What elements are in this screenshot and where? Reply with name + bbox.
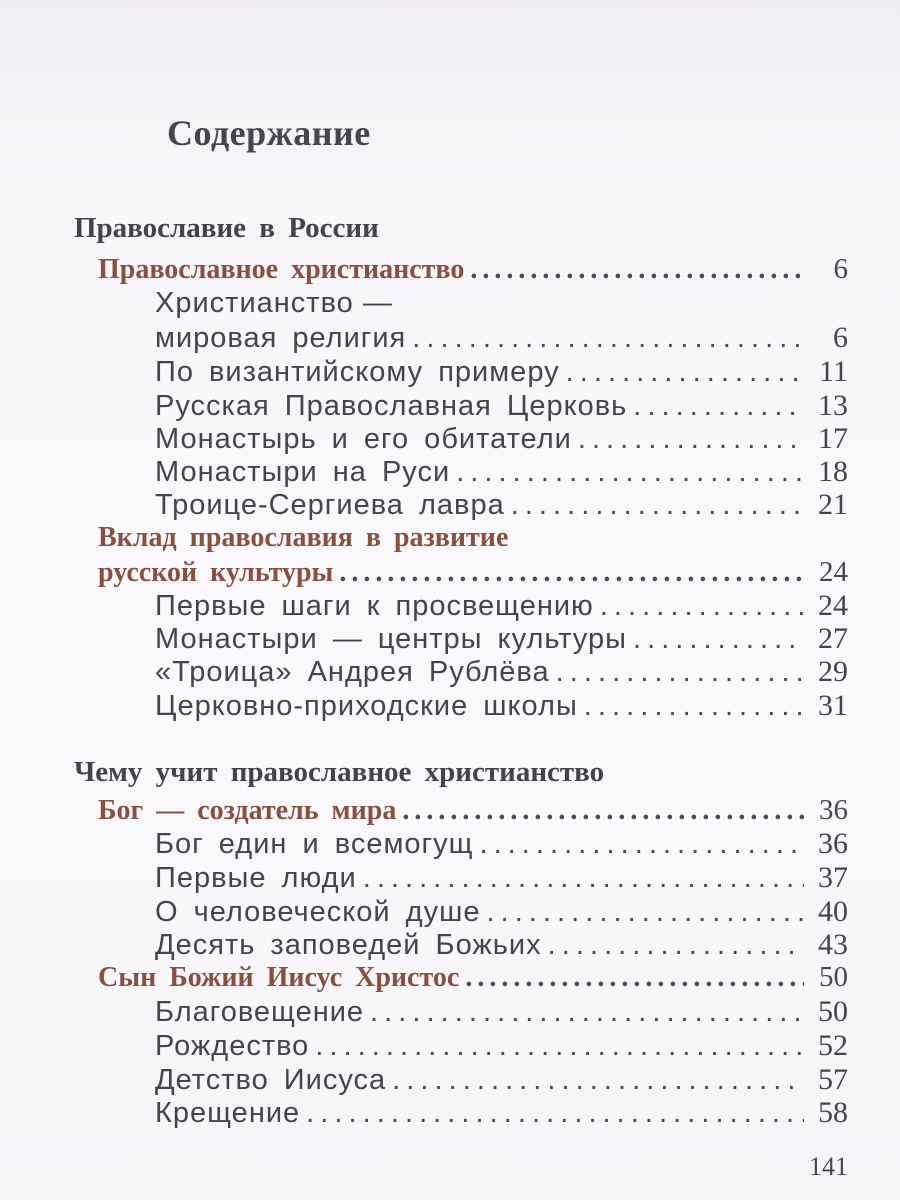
section-title: русской культуры	[98, 557, 334, 588]
toc-section-entry[interactable]	[98, 961, 848, 994]
dot-leader	[584, 690, 804, 723]
lesson-title: Первые шаги к просвещению	[155, 590, 594, 622]
toc-lesson-entry[interactable]	[155, 655, 848, 689]
dot-leader	[633, 623, 804, 656]
dot-leader	[556, 656, 804, 689]
toc-lesson-entry[interactable]	[155, 827, 848, 861]
toc-lesson-entry[interactable]	[155, 589, 848, 623]
toc-lesson-entry[interactable]	[155, 389, 848, 423]
dot-leader	[633, 390, 804, 423]
toc-section-entry[interactable]	[98, 556, 848, 589]
lesson-title: «Троица» Андрея Рублёва	[155, 656, 550, 688]
toc-lesson-entry[interactable]	[155, 1063, 848, 1097]
page-number: 11	[819, 355, 848, 388]
dot-leader	[339, 557, 804, 589]
dot-leader	[306, 1097, 804, 1130]
toc-lesson-entry[interactable]	[155, 488, 848, 522]
toc-lesson-entry[interactable]	[155, 995, 848, 1029]
page-number: 43	[818, 928, 848, 961]
page-number: 24	[818, 589, 848, 622]
toc-lesson-entry[interactable]	[155, 861, 848, 895]
toc-lesson-entry[interactable]	[155, 622, 848, 656]
page-number: 40	[818, 895, 848, 928]
lesson-title-line[interactable]: Христианство —	[155, 287, 393, 319]
section-title: Сын Божий Иисус Христос	[98, 962, 460, 993]
lesson-title: По византийскому примеру	[155, 356, 560, 388]
dot-leader	[548, 929, 804, 962]
toc-lesson-entry[interactable]	[155, 1029, 848, 1063]
toc-section-entry[interactable]	[98, 253, 848, 286]
dot-leader	[456, 456, 804, 489]
lesson-title: Детство Иисуса	[155, 1064, 387, 1096]
page-number: 58	[818, 1096, 848, 1129]
dot-leader	[402, 795, 804, 827]
page-number: 37	[818, 861, 848, 894]
toc-lesson-entry[interactable]	[155, 895, 848, 929]
part-heading: Православие в России	[74, 212, 379, 244]
lesson-title: мировая религия	[155, 322, 407, 354]
page-number: 57	[818, 1063, 848, 1096]
toc-lesson-entry[interactable]	[155, 355, 848, 389]
page-number: 29	[818, 655, 848, 688]
dot-leader	[315, 1030, 804, 1063]
toc-lesson-entry[interactable]	[155, 321, 848, 355]
dot-leader	[578, 423, 804, 456]
page-number: 36	[819, 794, 848, 826]
page-number: 6	[833, 253, 848, 285]
lesson-title: Троице-Сергиева лавра	[155, 489, 505, 521]
part-heading: Чему учит православное христианство	[74, 756, 605, 788]
toc-lesson-entry[interactable]	[155, 422, 848, 456]
lesson-title: Русская Православная Церковь	[155, 390, 628, 422]
dot-leader	[370, 996, 804, 1029]
page-number: 50	[818, 995, 848, 1028]
section-title: Бог — создатель мира	[98, 795, 397, 826]
lesson-title: Монастыри — центры культуры	[155, 623, 627, 655]
dot-leader	[600, 590, 804, 623]
page-number: 52	[818, 1029, 848, 1062]
page-number: 36	[818, 827, 848, 860]
page-number: 21	[818, 488, 848, 521]
page-number: 50	[819, 961, 848, 993]
lesson-title: Церковно-приходские школы	[155, 690, 578, 722]
toc-lesson-entry[interactable]	[155, 455, 848, 489]
lesson-title: Крещение	[155, 1097, 301, 1129]
dot-leader	[566, 356, 804, 389]
dot-leader	[486, 896, 804, 929]
lesson-title: Монастырь и его обитатели	[155, 423, 572, 455]
dot-leader	[363, 862, 804, 895]
page-number: 17	[818, 422, 848, 455]
toc-lesson-entry[interactable]	[155, 928, 848, 962]
page-number: 27	[818, 622, 848, 655]
lesson-title: Рождество	[155, 1030, 310, 1062]
dot-leader	[465, 962, 804, 994]
lesson-title: Монастыри на Руси	[155, 456, 451, 488]
section-title-line[interactable]: Вклад православия в развитие	[98, 522, 509, 553]
page-number: 18	[818, 455, 848, 488]
page-number: 31	[818, 689, 848, 722]
lesson-title: Первые люди	[155, 862, 357, 894]
lesson-title: Благовещение	[155, 996, 365, 1028]
dot-leader	[479, 828, 804, 861]
lesson-title: О человеческой душе	[155, 896, 481, 928]
dot-leader	[511, 489, 804, 522]
page-number-footer: 141	[809, 1152, 848, 1181]
section-title: Православное христианство	[98, 254, 465, 285]
page-number: 6	[833, 321, 848, 354]
dot-leader	[470, 254, 804, 286]
page-title: Содержание	[167, 113, 371, 153]
dot-leader	[412, 322, 804, 355]
page-number: 24	[819, 556, 848, 588]
page-number: 13	[818, 389, 848, 422]
toc-lesson-entry[interactable]	[155, 1096, 848, 1130]
lesson-title: Бог един и всемогущ	[155, 828, 474, 860]
toc-lesson-entry[interactable]	[155, 689, 848, 723]
toc-section-entry[interactable]	[98, 794, 848, 827]
dot-leader	[392, 1064, 804, 1097]
lesson-title: Десять заповедей Божьих	[155, 929, 542, 961]
